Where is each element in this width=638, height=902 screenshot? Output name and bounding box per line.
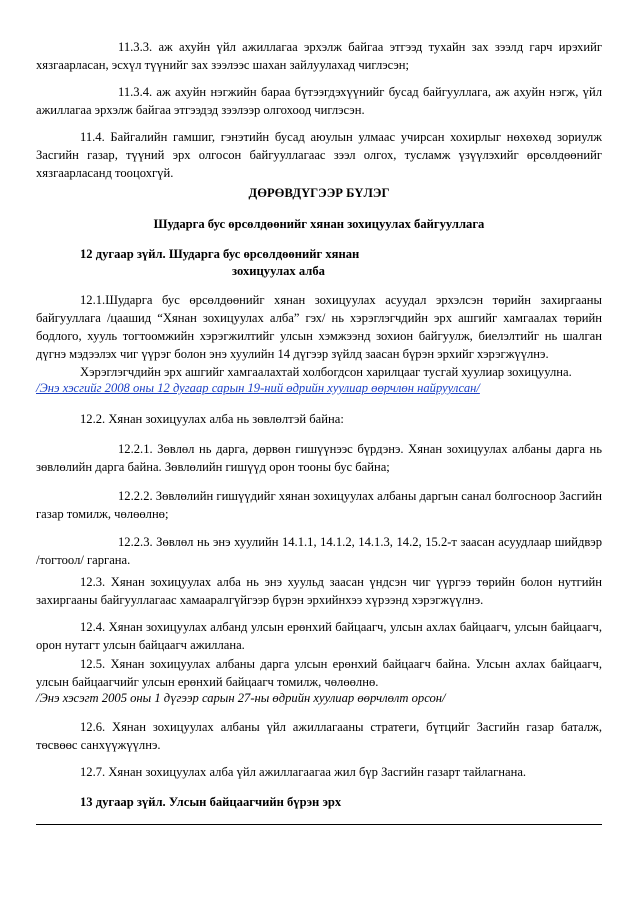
chapter-subtitle: Шударга бус өрсөлдөөнийг хянан зохицуулах байгууллага xyxy=(153,217,485,231)
article-13-heading: 13 дугаар зүйл. Улсын байцаагчийн бүрэн эрх xyxy=(80,795,342,809)
amendment-link[interactable]: /Энэ хэсгийг 2008 оны 12 дугаар сарын 19-ний өдрийн хуулиар өөрчлөн найруулсан/ xyxy=(36,381,480,395)
paragraph-12-6: 12.6. Хянан зохицуулах албаны үйл ажиллагааны стратеги, бүтцийг Засгийн газар баталж, төсвөөс санхүүжүүлнэ. xyxy=(36,720,602,752)
paragraph-12-2-3: 12.2.3. Зөвлөл нь энэ хуулийн 14.1.1, 14.1.2, 14.1.3, 14.2, 15.2-т заасан асуудлаар шийдвэр /тогтоол/ гаргана. xyxy=(36,535,602,567)
paragraph-12-3: 12.3. Хянан зохицуулах алба нь энэ хуульд заасан үндсэн чиг үүргээ төрийн болон нутгийн захиргааны байгууллагаас хамааралгүйгээр бүрэн эрхийнхээ хүрээнд хэрэгжүүлнэ. xyxy=(36,575,602,607)
paragraph-12-7: 12.7. Хянан зохицуулах алба үйл ажиллагаагаа жил бүр Засгийн газарт тайлагнана. xyxy=(80,765,527,779)
chapter-title: ДӨРӨВДҮГЭЭР БҮЛЭГ xyxy=(248,186,390,200)
amendment-note-12-5: /Энэ хэсэгт 2005 оны 1 дүгээр сарын 27-ны өдрийн хуулиар өөрчлөлт орсон/ xyxy=(36,691,446,705)
paragraph-12-2: 12.2. Хянан зохицуулах алба нь зөвлөлтэй байна: xyxy=(80,412,344,426)
paragraph-12-5: 12.5. Хянан зохицуулах албаны дарга улсын ерөнхий байцаагч байна. Улсын ахлах байцаагч, улсын байцаагчийг улсын ерөнхий байцаагч томилж, чөлөөлнө. xyxy=(36,657,602,689)
paragraph-12-1: 12.1.Шударга бус өрсөлдөөнийг хянан зохицуулах асуудал эрхэлсэн төрийн захиргааны байгууллага /цаашид “Хянан зохицуулах алба” гэх/ нь хэрэглэгчдийн эрх ашгийг хамгаалах төрийн бодлого, хууль тогтоомжийн хэрэгжилтийг улсын хэмжээнд зохион байгуулж, биелэлтийг нь шалган дүгнэ мэдээлэх чиг үүрэг болон энэ хуулийн 14 дүгээр зүйлд заасан бүрэн эрхийг хэрэгжүүлнэ. xyxy=(36,293,602,361)
paragraph-12-2-1: 12.2.1. Зөвлөл нь дарга, дөрвөн гишүүнээс бүрдэнэ. Хянан зохицуулах албаны дарга нь зөвлөлийн дарга байна. Зөвлөлийн гишүүд орон тооны бус байна; xyxy=(36,442,602,474)
article-12-heading-line2: зохицуулах алба xyxy=(232,264,325,278)
paragraph-consumer: Хэрэглэгчдийн эрх ашгийг хамгаалахтай холбогдсон харилцааг тусгай хуулиар зохицуулна. xyxy=(80,365,572,379)
paragraph-11-3-4: 11.3.4. аж ахуйн нэгжийн бараа бүтээгдэхүүнийг бусад байгууллага, аж ахуйн нэгж, үйл ажиллагаа эрхэлж байгаа этгээдэд зээлээр олгохоод чиглэсэн. xyxy=(36,85,602,117)
paragraph-11-4: 11.4. Байгалийн гамшиг, гэнэтийн бусад аюулын улмаас учирсан хохирлыг нөхөхөд зориулж Засгийн газар, түүний эрх олгосон байгууллагаас зээл олгох, тусламж үзүүлэхийг өрсөлдөөнийг хязгаарласанд тооцохгүй. xyxy=(36,130,602,180)
paragraph-12-2-2: 12.2.2. Зөвлөлийн гишүүдийг хянан зохицуулах албаны даргын санал болгосноор Засгийн газар томилж, чөлөөлнө; xyxy=(36,489,602,521)
paragraph-12-4: 12.4. Хянан зохицуулах албанд улсын ерөнхий байцаагч, улсын ахлах байцаагч, улсын байцаагч, орон нутагт улсын байцаагч ажиллана. xyxy=(36,620,602,652)
paragraph-11-3-3: 11.3.3. аж ахуйн үйл ажиллагаа эрхэлж байгаа этгээд тухайн зах зээлд гарч ирэхийг хязгаарласан, эсхүл түүнийг зах зээлээс шахан зайлуулахад чиглэсэн; xyxy=(36,40,602,72)
amendment-link-line xyxy=(36,379,602,397)
article-12-heading: 12 дугаар зүйл. Шударга бус өрсөлдөөнийг хянан xyxy=(80,247,360,261)
footer-divider xyxy=(36,824,602,825)
